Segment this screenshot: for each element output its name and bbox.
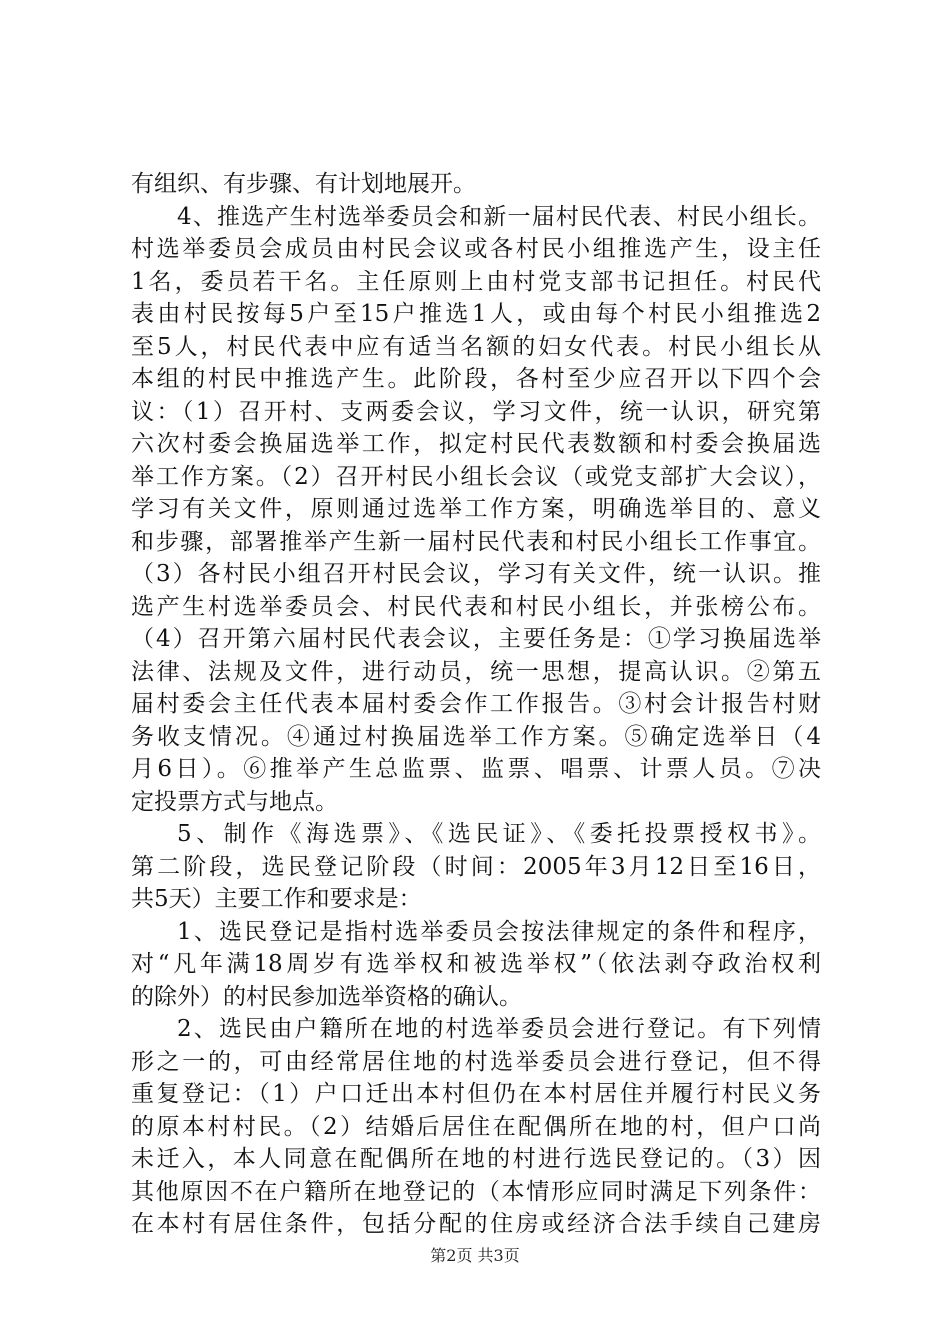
text-line: 在本村有居住条件，包括分配的住房或经济合法手续自己建房	[131, 1211, 821, 1237]
text-line: 第二阶段，选民登记阶段（时间：2005年3月12日至16日，	[131, 853, 821, 880]
text-line: 有组织、有步骤、有计划地展开。	[131, 171, 476, 197]
text-line: 1、选民登记是指村选举委员会按法律规定的条件和程序，	[177, 918, 821, 945]
text-line: 2、选民由户籍所在地的村选举委员会进行登记。有下列情	[177, 1016, 821, 1042]
page-number-footer: 第2页 共3页	[430, 1246, 520, 1265]
text-line: 和步骤，部署推举产生新一届村民代表和村民小组长工作事宜。	[131, 528, 821, 555]
text-line: 重复登记：（1）户口迁出本村但仍在本村居住并履行村民义务	[131, 1081, 821, 1107]
text-line: 形之一的，可由经常居住地的村选举委员会进行登记，但不得	[131, 1048, 821, 1075]
text-line: 1名，委员若干名。主任原则上由村党支部书记担任。村民代	[131, 268, 821, 295]
text-line: 学习有关文件，原则通过选举工作方案，明确选举目的、意义	[131, 496, 821, 522]
text-line: 未迁入，本人同意在配偶所在地的村进行选民登记的。（3）因	[131, 1146, 821, 1172]
text-line: 举工作方案。（2）召开村民小组长会议（或党支部扩大会议），	[131, 463, 821, 490]
text-line: 法律、法规及文件，进行动员，统一思想，提高认识。②第五	[131, 658, 821, 685]
document-body	[131, 168, 821, 1241]
text-line: 本组的村民中推选产生。此阶段，各村至少应召开以下四个会	[131, 366, 821, 392]
text-line: 5、制作《海选票》、《选民证》、《委托投票授权书》。	[177, 821, 821, 847]
text-line: （3）各村民小组召开村民会议，学习有关文件，统一认识。推	[131, 561, 821, 587]
text-line: 务收支情况。④通过村换届选举工作方案。⑤确定选举日（4	[131, 723, 821, 750]
text-line: 选产生村选举委员会、村民代表和村民小组长，并张榜公布。	[131, 593, 821, 620]
text-line: 届村委会主任代表本届村委会作工作报告。③村会计报告村财	[131, 691, 821, 717]
text-line: 月6日）。⑥推举产生总监票、监票、唱票、计票人员。⑦决	[131, 756, 821, 782]
text-line: 4、推选产生村选举委员会和新一届村民代表、村民小组长。	[177, 203, 821, 230]
text-line: 村选举委员会成员由村民会议或各村民小组推选产生，设主任	[131, 236, 821, 262]
text-line: 其他原因不在户籍所在地登记的（本情形应同时满足下列条件：	[131, 1178, 821, 1205]
text-line: 共5天）主要工作和要求是：	[131, 886, 422, 912]
text-line: 表由村民按每5户至15户推选1人，或由每个村民小组推选2	[131, 301, 821, 327]
text-line: 六次村委会换届选举工作，拟定村民代表数额和村委会换届选	[131, 431, 821, 457]
text-line: 的原本村村民。（2）结婚后居住在配偶所在地的村，但户口尚	[131, 1113, 821, 1140]
text-line: 的除外）的村民参加选举资格的确认。	[131, 983, 522, 1010]
text-line: 议：（1）召开村、支两委会议，学习文件，统一认识，研究第	[131, 398, 821, 425]
text-line: 定投票方式与地点。	[131, 788, 338, 815]
text-line: （4）召开第六届村民代表会议，主要任务是：①学习换届选举	[131, 626, 821, 652]
text-line: 对“凡年满18周岁有选举权和被选举权”（依法剥夺政治权利	[131, 951, 821, 977]
text-line: 至5人，村民代表中应有适当名额的妇女代表。村民小组长从	[131, 333, 821, 360]
